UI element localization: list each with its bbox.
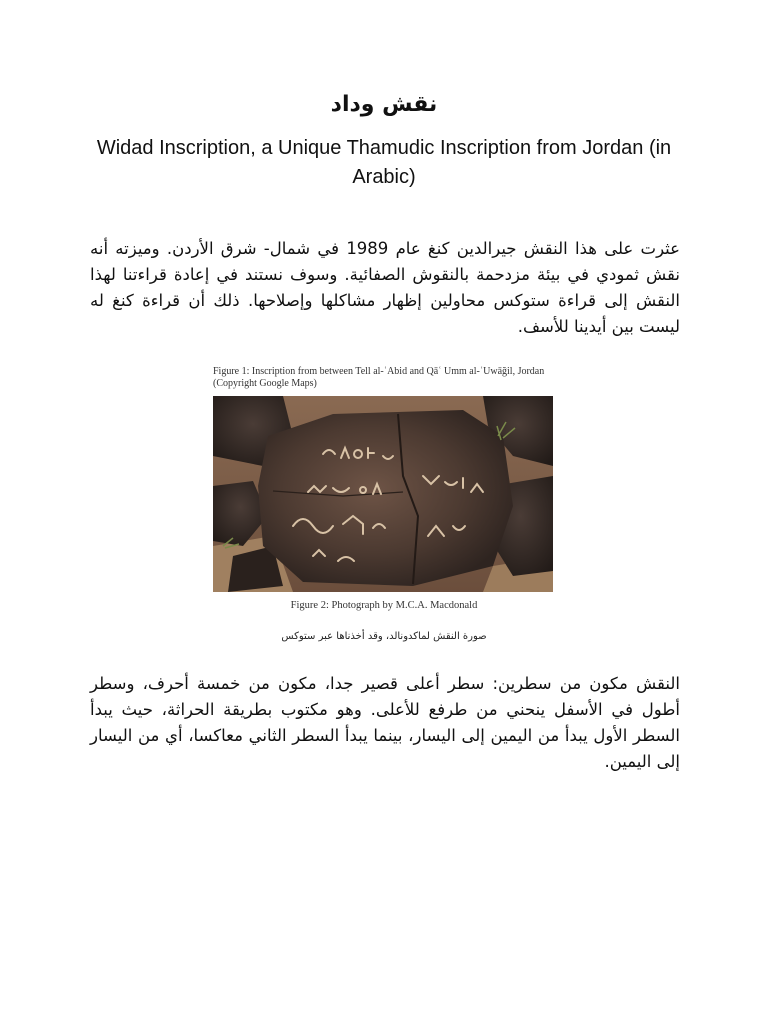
inscription-figure	[213, 366, 555, 612]
paragraph-intro: عثرت على هذا النقش جيرالدين كنغ عام 1989 في شمال- شرق الأردن. وميزته أنه نقش ثمودي في بيئة مزدحمة بالنقوش الصفائية. وسوف نستند في إعادة قراءتنا لهذا النقش إلى قراءة ستوكس محاولين إظهار مشاكلها وإصلاحها. ذلك أن قراءة كنغ له ليست بين أيدينا للأسف.	[90, 239, 680, 336]
photo-caption-arabic: صورة النقش لماكدونالد، وقد أخذناها عبر ستوكس	[281, 631, 487, 642]
document-title-english: Widad Inscription, a Unique Thamudic Inscription from Jordan (in Arabic)	[96, 137, 672, 188]
document-title-arabic: نقش وداد	[330, 92, 438, 117]
paragraph-description: النقش مكون من سطرين: سطر أعلى قصير جدا، مكون من خمسة أحرف، وسطر أطول في الأسفل ينحني من طرفع للأعلى. وهو مكتوب بطريقة الحراثة، حيث يبدأ السطر الأول يبدأ من اليمين إلى اليسار، بينما يبدأ السطر الثاني معاكسا، أي من اليسار إلى اليمين.	[90, 674, 680, 771]
figure-caption-bottom: Figure 2: Photograph by M.C.A. Macdonald	[290, 600, 478, 611]
figure-caption-top: Figure 1: Inscription from between Tell al-ʿAbid and Qāʿ Umm al-ʿUwāğil, Jordan (Copyright Google Maps)	[213, 366, 545, 389]
inscription-photo	[213, 396, 553, 592]
